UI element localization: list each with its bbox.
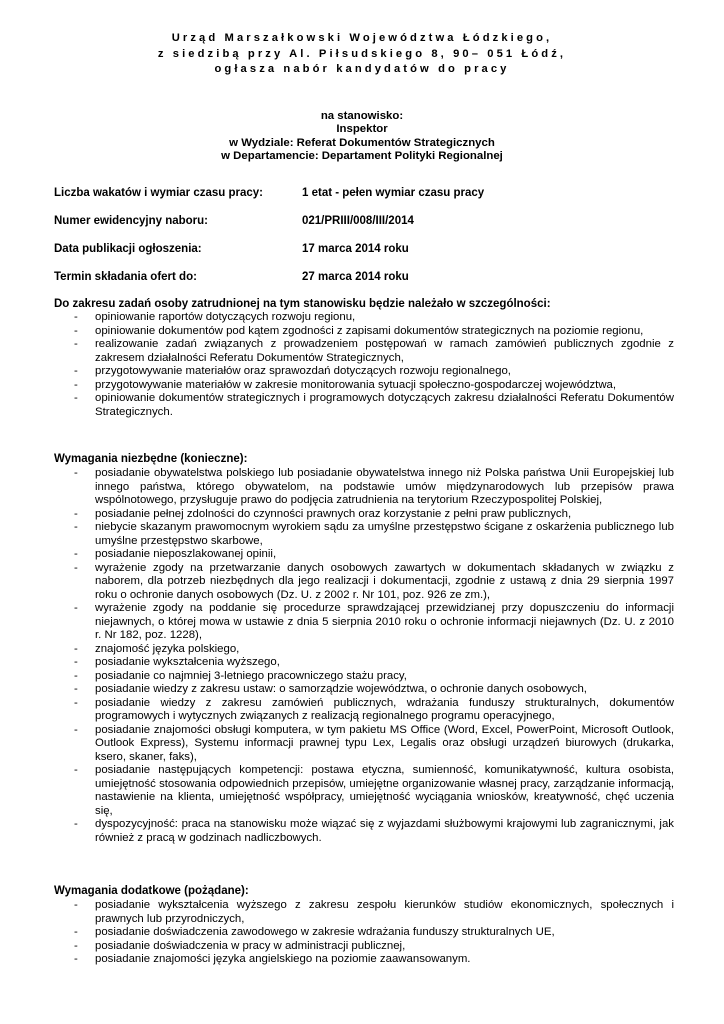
list-item: - posiadanie wykształcenia wyższego, [54,656,674,670]
position-block [0,110,724,164]
meta-row [54,187,674,215]
duties-list [54,311,674,419]
additional-list [54,899,674,967]
meta-label: Termin składania ofert do: [54,271,197,283]
position-division: w Departamencie: Departament Polityki Regionalnej [221,150,503,163]
list-item: - wyrażenie zgody na poddanie się procedurze sprawdzającej przewidzianej przy dopuszczeniu do informacji niejawnych, o której mowa w ustawie z dnia 5 sierpnia 2010 roku o ochronie informacji niejawnych (Dz. U. z 2010 r. Nr 182, poz. 1228), [54,602,674,643]
list-item: - posiadanie doświadczenia w pracy w administracji publicznej, [54,940,674,954]
meta-value: 021/PRIII/008/III/2014 [302,215,414,227]
list-item: - niebycie skazanym prawomocnym wyrokiem sądu za umyślne przestępstwo ścigane z oskarżenia publicznego lub umyślne przestępstwo skarbowe, [54,521,674,548]
list-item: - dyspozycyjność: praca na stanowisku może wiązać się z wyjazdami służbowymi krajowymi lub zagranicznymi, jak również z pracą w godzinach nadliczbowych. [54,818,674,845]
position-title: Inspektor [336,123,388,136]
additional-heading: Wymagania dodatkowe (pożądane): [54,885,249,897]
list-item: - posiadanie wykształcenia wyższego z zakresu zespołu kierunków studiów ekonomicznych, społecznych i prawnych lub przyrodniczych, [54,899,674,926]
list-item: - posiadanie doświadczenia zawodowego w zakresie wdrażania funduszy strukturalnych UE, [54,926,674,940]
list-item: - posiadanie wiedzy z zakresu zamówień publicznych, wdrażania funduszy strukturalnych, dokumentów programowych i wytycznych związanych z realizacją regionalnego programu operacyjnego, [54,697,674,724]
required-heading: Wymagania niezbędne (konieczne): [54,453,248,465]
header-line-1: Urząd Marszałkowski Województwa Łódzkiego, [171,32,553,44]
list-item: - przygotowywanie materiałów w zakresie monitorowania sytuacji społeczno-gospodarczej województwa, [54,379,674,393]
meta-label: Numer ewidencyjny naboru: [54,215,209,227]
document-header [0,0,724,78]
meta-label: Data publikacji ogłoszenia: [54,243,202,255]
list-item: - posiadanie znajomości języka angielskiego na poziomie zaawansowanym. [54,953,674,967]
header-line-3: ogłasza nabór kandydatów do pracy [214,63,510,75]
list-item: - posiadanie wiedzy z zakresu ustaw: o samorządzie województwa, o ochronie danych osobowych, [54,683,674,697]
list-item: - opiniowanie raportów dotyczących rozwoju regionu, [54,311,674,325]
list-item: - posiadanie obywatelstwa polskiego lub posiadanie obywatelstwa innego niż Polska państwa Unii Europejskiej lub innego państwa, którego obywatelom, na podstawie umów międzynarodowych lub przepisów prawa wspólnotowego, przysługuje prawo do podjęcia zatrudnienia na terytorium Rzeczypospolitej Polskiej, [54,467,674,508]
meta-value: 1 etat - pełen wymiar czasu pracy [302,187,485,199]
list-item: - opiniowanie dokumentów pod kątem zgodności z zapisami dokumentów strategicznych na poziomie regionu, [54,325,674,339]
list-item: - posiadanie nieposzlakowanej opinii, [54,548,674,562]
meta-row [54,271,674,299]
recruitment-details [54,187,674,299]
list-item: - posiadanie następujących kompetencji: postawa etyczna, sumienność, komunikatywność, kultura osobista, umiejętność stosowania odpowiednich przepisów, umiejętne organizowanie własnej pracy, zarządzanie informacją, nastawienie na klienta, umiejętność współpracy, umiejętność wyciągania wniosków, kreatywność, chęć uczenia się, [54,764,674,818]
header-line-2: z siedzibą przy Al. Piłsudskiego 8, 90– 051 Łódź, [157,47,567,60]
list-item: - wyrażenie zgody na przetwarzanie danych osobowych zawartych w dokumentach składanych w związku z naborem, dla potrzeb niezbędnych dla jego realizacji i dokumentacji, zgodnie z ustawą z dnia 29 sierpnia 1997 roku o ochronie danych osobowych (Dz. U. z 2002 r. Nr 101, poz. 926 ze zm.), [54,562,674,603]
list-item: - posiadanie pełnej zdolności do czynności prawnych oraz korzystanie z pełni praw publicznych, [54,508,674,522]
position-department: w Wydziale: Referat Dokumentów Strategicznych [229,136,495,149]
list-item: - znajomość języka polskiego, [54,643,674,657]
list-item: - przygotowywanie materiałów oraz sprawozdań dotyczących rozwoju regionalnego, [54,365,674,379]
position-intro: na stanowisko: [320,109,404,122]
meta-value: 17 marca 2014 roku [302,243,409,255]
meta-label: Liczba wakatów i wymiar czasu pracy: [54,187,263,199]
required-list [54,467,674,845]
list-item: - posiadanie co najmniej 3-letniego pracowniczego stażu pracy, [54,670,674,684]
duties-heading: Do zakresu zadań osoby zatrudnionej na tym stanowisku będzie należało w szczególności: [54,298,551,310]
list-item: - realizowanie zadań związanych z prowadzeniem postępowań w ramach zamówień publicznych zgodnie z zakresem działalności Referatu Dokumentów Strategicznych, [54,338,674,365]
list-item: - opiniowanie dokumentów strategicznych i programowych dotyczących zakresu działalności Referatu Dokumentów Strategicznych. [54,392,674,419]
meta-row [54,243,674,271]
meta-row [54,215,674,243]
list-item: - posiadanie znajomości obsługi komputera, w tym pakietu MS Office (Word, Excel, PowerPoint, Microsoft Outlook, Outlook Express), Systemu informacji prawnej typu Lex, Legalis oraz obsługi urządzeń biurowych (drukarka, ksero, skaner, faks), [54,724,674,765]
meta-value: 27 marca 2014 roku [302,271,409,283]
